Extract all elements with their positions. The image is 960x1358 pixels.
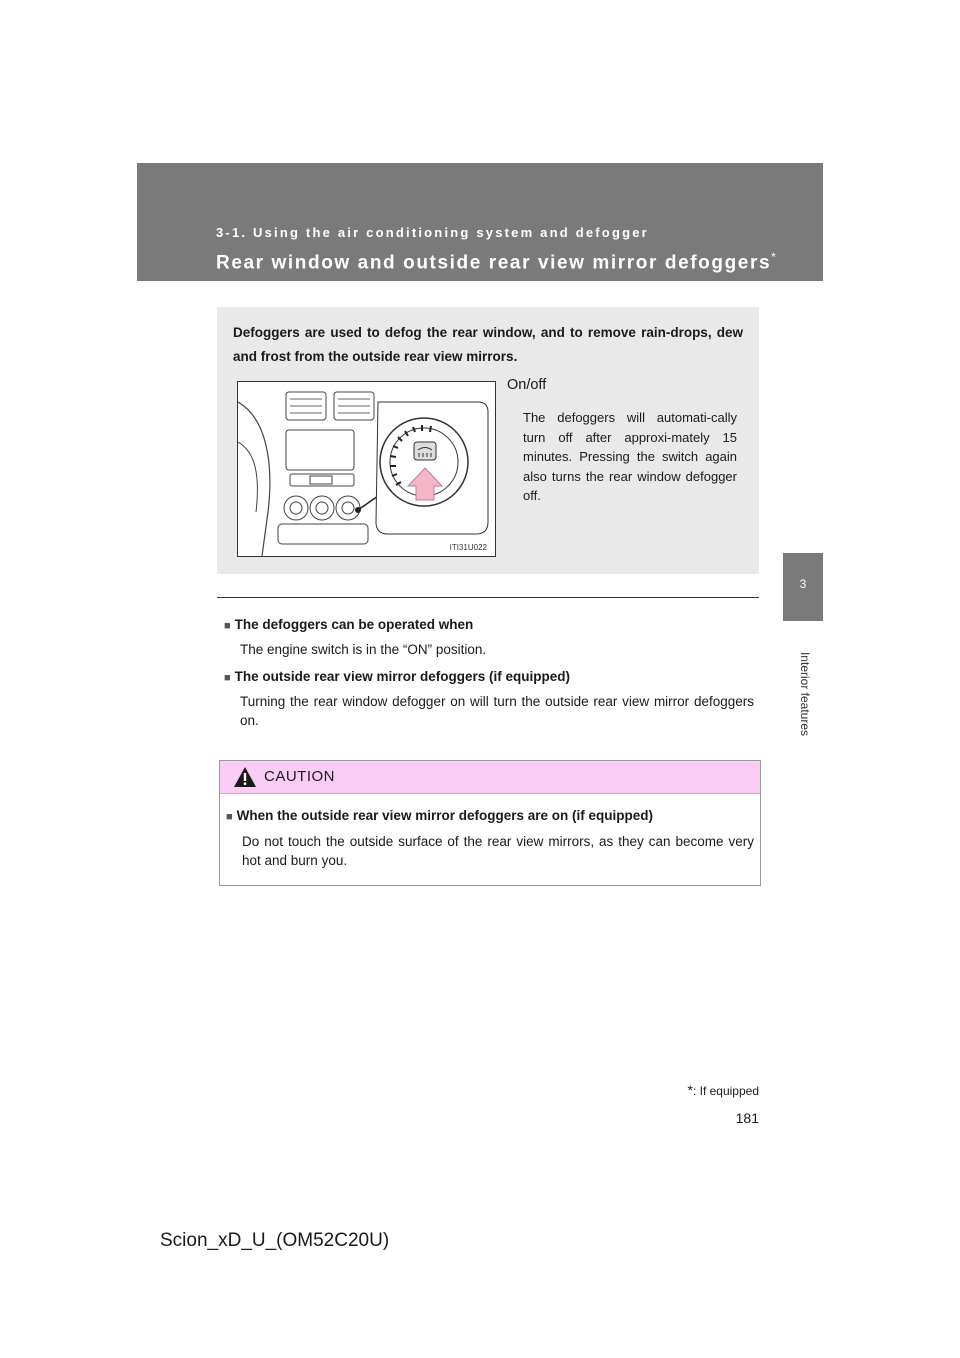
footnote-marker: * xyxy=(687,1082,693,1098)
square-bullet-icon: ■ xyxy=(224,672,231,684)
chapter-side-tab xyxy=(783,553,823,621)
defogger-switch-illustration xyxy=(237,381,496,557)
caution-box xyxy=(219,760,761,886)
intro-box xyxy=(217,307,759,574)
chapter-label: Interior features xyxy=(798,651,812,737)
caution-header xyxy=(220,761,760,794)
page-title xyxy=(216,250,776,274)
chapter-number: 3 xyxy=(799,577,807,591)
page-number: 181 xyxy=(735,1110,759,1126)
note-mirror-defoggers xyxy=(224,667,754,731)
note-heading-text: The defoggers can be operated when xyxy=(234,617,474,632)
footnote-text: : If equipped xyxy=(692,1084,759,1098)
title-footnote-marker: * xyxy=(771,250,776,264)
intro-text: Defoggers are used to defog the rear window, and to remove rain-drops, dew and frost from the outside rear view mirrors. xyxy=(233,325,743,364)
square-bullet-icon: ■ xyxy=(224,620,231,632)
caution-title: CAUTION xyxy=(264,768,335,785)
page-title-text: Rear window and outside rear view mirror defoggers xyxy=(216,252,772,274)
document-code: Scion_xD_U_(OM52C20U) xyxy=(160,1230,390,1251)
caution-body xyxy=(220,794,760,871)
note-heading xyxy=(224,615,754,637)
warning-triangle-icon xyxy=(233,766,257,788)
note-heading xyxy=(224,667,754,689)
onoff-description: The defoggers will automati-cally turn off after approxi-mately 15 minutes. Pressing the switch again also turns the rear window defogger off. xyxy=(523,410,737,503)
square-bullet-icon: ■ xyxy=(226,811,233,823)
caution-heading-text: When the outside rear view mirror defoggers are on (if equipped) xyxy=(236,808,653,823)
note-operation-condition xyxy=(224,615,754,659)
figure-code: ITI31U022 xyxy=(449,543,487,552)
onoff-label: On/off xyxy=(507,377,547,393)
section-label: 3-1. Using the air conditioning system and defogger xyxy=(216,225,649,240)
section-divider xyxy=(217,597,759,598)
caution-text: Do not touch the outside surface of the rear view mirrors, as they can become very hot and burn you. xyxy=(242,833,754,868)
footnote xyxy=(687,1082,759,1098)
note-heading-text: The outside rear view mirror defoggers (if equipped) xyxy=(234,669,570,684)
caution-heading xyxy=(226,806,754,828)
note-body: The engine switch is in the “ON” position. xyxy=(240,641,487,657)
dashboard-drawing xyxy=(238,382,495,556)
note-body: Turning the rear window defogger on will turn the outside rear view mirror defoggers on. xyxy=(240,693,754,728)
